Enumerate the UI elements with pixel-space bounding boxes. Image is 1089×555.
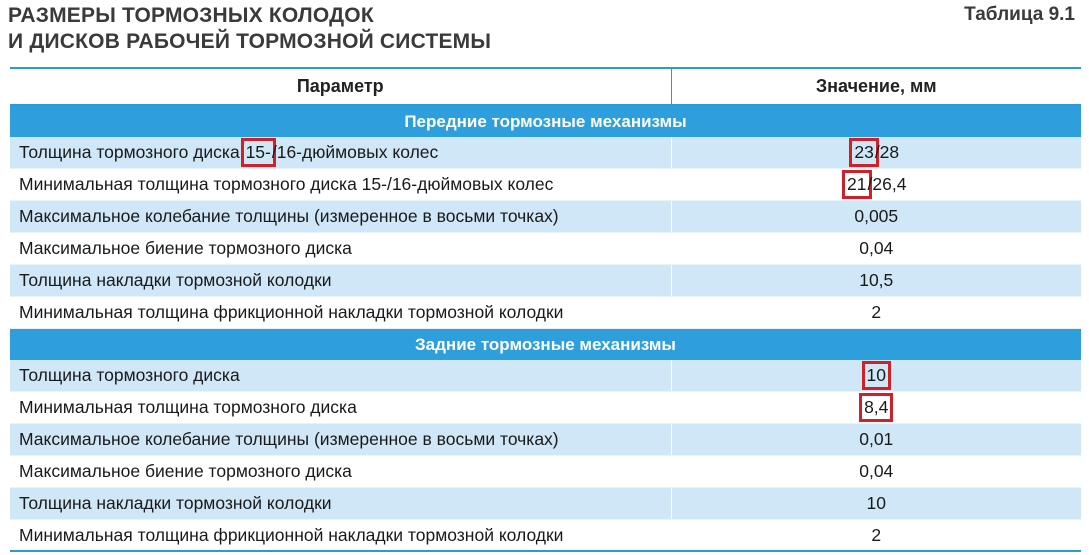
highlighted-value: 21: [847, 174, 867, 195]
param-text: Минимальная толщина тормозного диска: [19, 396, 357, 417]
title-line-1: РАЗМЕРЫ ТОРМОЗНЫХ КОЛОДОК: [8, 4, 374, 27]
param-text: Толщина тормозного диска: [19, 364, 240, 385]
highlighted-value: 23: [854, 142, 874, 163]
param-text: Толщина тормозного диска: [19, 142, 245, 163]
table-row: [10, 233, 1081, 265]
value-cell: [671, 519, 1081, 551]
param-cell: [10, 423, 671, 455]
table-row: [10, 169, 1081, 201]
param-cell: [10, 297, 671, 329]
value-text: 0,01: [859, 428, 894, 449]
param-cell: [10, 201, 671, 233]
param-cell: [10, 233, 671, 265]
brake-dimensions-table: [10, 67, 1081, 552]
param-text: Максимальное биение тормозного диска: [19, 238, 352, 259]
param-text: Минимальная толщина фрикционной накладки тормозной колодки: [19, 524, 564, 545]
highlighted-value: 8,4: [864, 396, 889, 417]
param-text: Максимальное колебание толщины (измеренное в восьми точках): [19, 428, 559, 449]
highlighted-value: 10: [866, 364, 886, 385]
value-cell: [671, 391, 1081, 423]
table-row: [10, 137, 1081, 168]
table-row: [10, 487, 1081, 519]
param-text: Толщина накладки тормозной колодки: [19, 270, 332, 291]
table-row: [10, 391, 1081, 423]
title-line-2: И ДИСКОВ РАБОЧЕЙ ТОРМОЗНОЙ СИСТЕМЫ: [8, 30, 492, 53]
value-cell: [671, 297, 1081, 329]
param-text-suffix: /16-дюймовых колес: [271, 142, 439, 163]
table-bottom-rule: [10, 550, 1081, 552]
param-cell: [10, 455, 671, 487]
param-cell: [10, 169, 671, 201]
value-cell: [671, 360, 1081, 391]
header-param: Параметр: [10, 68, 671, 105]
table-row: [10, 201, 1081, 233]
value-cell: [671, 169, 1081, 201]
value-cell: [671, 487, 1081, 519]
value-text: 10,5: [859, 270, 894, 291]
param-cell: [10, 391, 671, 423]
param-cell: [10, 137, 671, 168]
section-header-row: [10, 105, 1081, 137]
table-header-row: [10, 68, 1081, 105]
table-row: [10, 423, 1081, 455]
value-text-suffix: /28: [874, 142, 900, 163]
value-cell: [671, 137, 1081, 168]
table-number: Таблица 9.1: [964, 4, 1075, 25]
value-text: 0,005: [854, 206, 899, 227]
document-title: [8, 3, 491, 55]
value-cell: [671, 233, 1081, 265]
value-text: 0,04: [859, 460, 894, 481]
table-body: [10, 105, 1081, 551]
value-text: 2: [871, 302, 882, 323]
value-text: 10: [866, 492, 886, 513]
value-cell: [671, 201, 1081, 233]
param-cell: [10, 519, 671, 551]
value-text: 0,04: [859, 238, 894, 259]
param-cell: [10, 360, 671, 391]
table-row: [10, 519, 1081, 551]
value-cell: [671, 455, 1081, 487]
param-cell: [10, 487, 671, 519]
param-text: Максимальное биение тормозного диска: [19, 460, 352, 481]
section-header-row: [10, 329, 1081, 360]
table-row: [10, 265, 1081, 297]
table-row: [10, 455, 1081, 487]
value-cell: [671, 265, 1081, 297]
param-text: Максимальное колебание толщины (измеренное в восьми точках): [19, 206, 559, 227]
section-title: Передние тормозные механизмы: [10, 105, 1081, 137]
value-cell: [671, 423, 1081, 455]
table-row: [10, 360, 1081, 391]
value-text-suffix: /26,4: [867, 174, 907, 195]
header-value: Значение, мм: [671, 68, 1081, 105]
table-row: [10, 297, 1081, 329]
param-text: Толщина накладки тормозной колодки: [19, 492, 332, 513]
param-text: Минимальная толщина тормозного диска 15-/16-дюймовых колес: [19, 174, 554, 195]
param-cell: [10, 265, 671, 297]
section-title: Задние тормозные механизмы: [10, 329, 1081, 360]
highlighted-param-value: 15-: [245, 142, 271, 163]
value-text: 2: [871, 524, 882, 545]
param-text: Минимальная толщина фрикционной накладки тормозной колодки: [19, 302, 564, 323]
